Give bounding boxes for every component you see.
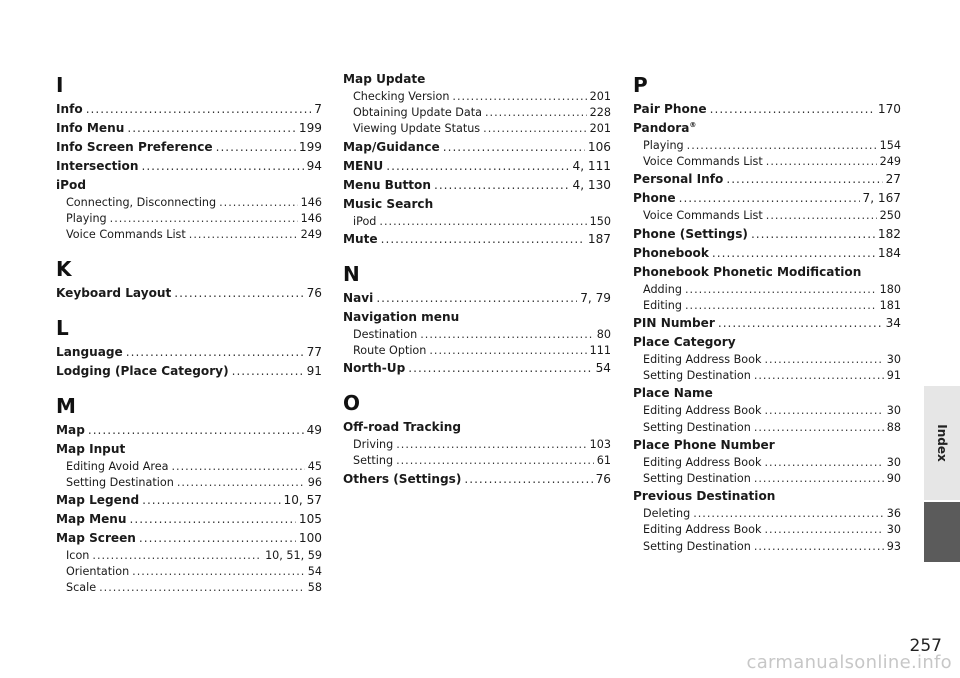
- index-subentry[interactable]: [633, 455, 901, 471]
- index-subentry[interactable]: [56, 475, 322, 491]
- page-reference[interactable]: 249: [300, 228, 322, 242]
- index-subentry[interactable]: [56, 227, 322, 243]
- dot-leader: [92, 548, 262, 564]
- page-reference[interactable]: 103: [589, 438, 611, 452]
- entry-label: Map Menu: [56, 512, 127, 527]
- entry-label: Map Screen: [56, 531, 136, 546]
- dot-leader: [376, 289, 577, 308]
- entry-label: Previous Destination: [633, 489, 776, 504]
- section-letter-heading: N: [343, 261, 360, 286]
- dot-leader: [420, 327, 594, 343]
- index-subentry[interactable]: [633, 403, 901, 419]
- page-reference[interactable]: 91: [886, 369, 901, 383]
- index-column-3: [633, 70, 901, 555]
- entry-label: Editing Address Book: [643, 523, 762, 537]
- page-reference[interactable]: 100: [298, 531, 322, 546]
- dot-leader: [754, 420, 884, 436]
- entry-label: Music Search: [343, 196, 434, 211]
- section-letter-heading: M: [56, 393, 76, 418]
- page-reference[interactable]: 94: [306, 159, 322, 173]
- dot-leader: [751, 225, 875, 244]
- dot-leader: [434, 176, 570, 195]
- page-reference[interactable]: 36: [886, 507, 901, 521]
- page-reference[interactable]: 77: [306, 344, 322, 359]
- entry-label: Voice Commands List: [643, 155, 763, 169]
- page-reference[interactable]: 184: [877, 245, 901, 260]
- page-reference[interactable]: 76: [595, 471, 611, 486]
- page-reference[interactable]: 4, 130: [572, 177, 611, 192]
- index-subentry[interactable]: [633, 506, 901, 522]
- page-reference[interactable]: 105: [298, 512, 322, 527]
- entry-label: Connecting, Disconnecting: [66, 196, 217, 209]
- entry-label: Phone (Settings): [633, 226, 748, 241]
- page-reference[interactable]: 34: [885, 316, 901, 331]
- page-reference[interactable]: 199: [298, 121, 322, 135]
- entry-label: Obtaining Update Data: [353, 106, 482, 120]
- index-subentry[interactable]: [343, 343, 611, 359]
- dot-leader: [126, 343, 304, 362]
- dot-leader: [386, 157, 569, 176]
- page-reference[interactable]: 249: [879, 155, 901, 169]
- index-entry: [633, 119, 901, 138]
- dot-leader: [396, 437, 586, 453]
- entry-label: Voice Commands List: [66, 228, 186, 242]
- page-reference[interactable]: 146: [300, 196, 322, 209]
- index-subentry[interactable]: [56, 564, 322, 580]
- page-reference[interactable]: 201: [589, 122, 611, 136]
- dot-leader: [726, 170, 882, 189]
- page-reference[interactable]: 54: [595, 361, 611, 376]
- dot-leader: [687, 138, 877, 154]
- index-entry[interactable]: [56, 421, 322, 440]
- page-reference[interactable]: 96: [307, 475, 322, 489]
- entry-label: Setting: [353, 454, 394, 468]
- page-reference[interactable]: 111: [589, 344, 611, 358]
- page-reference[interactable]: 45: [307, 459, 322, 473]
- index-subentry[interactable]: [343, 327, 611, 343]
- index-subentry[interactable]: [343, 214, 611, 230]
- registered-mark: ®: [689, 120, 697, 129]
- index-entry: [343, 308, 611, 327]
- entry-label: MENU: [343, 158, 384, 173]
- dot-leader: [693, 506, 884, 522]
- entry-label: Map: [56, 422, 85, 437]
- entry-label: Map Update: [343, 72, 426, 86]
- index-entry[interactable]: [56, 284, 322, 303]
- entry-label: Menu Button: [343, 177, 431, 192]
- section-letter-heading: L: [56, 315, 69, 340]
- index-entry: [633, 384, 901, 403]
- dot-leader: [766, 208, 877, 224]
- dot-leader: [718, 314, 883, 333]
- page-reference[interactable]: 30: [886, 455, 901, 469]
- index-entry[interactable]: [633, 314, 901, 333]
- entry-label: Map/Guidance: [343, 139, 440, 154]
- dot-leader: [685, 298, 877, 314]
- dot-leader: [483, 121, 587, 137]
- dot-leader: [764, 403, 883, 419]
- index-entry: [56, 440, 322, 459]
- index-subentry[interactable]: [633, 138, 901, 154]
- dot-leader: [754, 539, 884, 555]
- entry-label: Setting Destination: [643, 539, 751, 553]
- section-letter-heading: O: [343, 391, 361, 416]
- entry-label: Driving: [353, 438, 394, 452]
- dot-leader: [189, 227, 298, 243]
- page-reference[interactable]: 4, 111: [572, 158, 611, 173]
- index-entry[interactable]: [343, 157, 611, 176]
- watermark-text: carmanualsonline.info: [746, 652, 952, 673]
- dot-leader: [712, 244, 875, 263]
- index-subentry[interactable]: [56, 459, 322, 475]
- index-entry[interactable]: [343, 138, 611, 157]
- index-tab-label: Index: [935, 424, 949, 462]
- page-reference[interactable]: 106: [587, 139, 611, 154]
- index-entry[interactable]: [343, 359, 611, 378]
- entry-label: Mute: [343, 231, 378, 246]
- page-reference[interactable]: 54: [307, 565, 322, 579]
- entry-label: Map Input: [56, 441, 126, 456]
- page-reference[interactable]: 201: [589, 90, 611, 103]
- section-letter-heading: K: [56, 256, 72, 281]
- entry-label: Pandora®: [633, 120, 697, 135]
- page-reference[interactable]: 49: [306, 422, 322, 437]
- index-subentry[interactable]: [633, 420, 901, 436]
- entry-label: Editing Address Book: [643, 455, 762, 469]
- section-marker-block: [924, 502, 960, 562]
- page-number: 257: [909, 636, 942, 656]
- index-entry: [343, 70, 611, 89]
- page-reference[interactable]: 91: [306, 363, 322, 378]
- dot-leader: [485, 105, 587, 121]
- index-entry[interactable]: [633, 225, 901, 244]
- index-entry: [343, 195, 611, 214]
- dot-leader: [764, 522, 883, 538]
- index-entry: [633, 263, 901, 282]
- entry-label: Orientation: [66, 565, 130, 579]
- entry-label: Info: [56, 102, 83, 116]
- index-subentry[interactable]: [56, 548, 322, 564]
- entry-label: Personal Info: [633, 172, 724, 187]
- page-reference[interactable]: 182: [877, 226, 901, 241]
- index-entry[interactable]: [633, 189, 901, 208]
- entry-label: Icon: [66, 549, 90, 563]
- page-reference[interactable]: 7, 79: [580, 290, 611, 305]
- dot-leader: [452, 89, 586, 105]
- dot-leader: [685, 282, 877, 298]
- entry-label: Info Screen Preference: [56, 140, 213, 154]
- index-subentry[interactable]: [56, 195, 322, 211]
- entry-label: Off-road Tracking: [343, 420, 462, 435]
- entry-label: Phonebook: [633, 245, 709, 260]
- index-entry[interactable]: [56, 100, 322, 119]
- section-letter-heading: I: [56, 73, 64, 97]
- page-reference[interactable]: 250: [879, 209, 901, 223]
- index-entry[interactable]: [56, 119, 322, 138]
- index-entry: [633, 436, 901, 455]
- dot-leader: [754, 471, 884, 487]
- entry-label: Route Option: [353, 344, 427, 358]
- index-subentry[interactable]: [633, 282, 901, 298]
- page-reference[interactable]: 10, 57: [283, 493, 322, 508]
- index-entry[interactable]: [56, 529, 322, 548]
- entry-label: Destination: [353, 327, 418, 341]
- entry-label: Intersection: [56, 159, 139, 173]
- entry-label: Lodging (Place Category): [56, 363, 229, 378]
- page-reference[interactable]: 150: [589, 214, 611, 228]
- page-reference[interactable]: 90: [886, 472, 901, 486]
- dot-leader: [99, 580, 305, 596]
- index-subentry[interactable]: [343, 89, 611, 105]
- entry-label: Phonebook Phonetic Modification: [633, 264, 862, 279]
- index-entry[interactable]: [56, 491, 322, 510]
- page-reference[interactable]: 180: [879, 282, 901, 296]
- dot-leader: [381, 230, 585, 249]
- dot-leader: [232, 362, 304, 381]
- index-column-1: [56, 70, 322, 597]
- dot-leader: [443, 138, 585, 157]
- page-reference[interactable]: 27: [885, 172, 901, 187]
- page-reference[interactable]: 228: [589, 106, 611, 120]
- page-reference[interactable]: 88: [886, 420, 901, 434]
- index-subentry[interactable]: [633, 368, 901, 384]
- dot-leader: [396, 453, 594, 469]
- dot-leader: [764, 352, 883, 368]
- entry-label: Place Name: [633, 386, 713, 401]
- entry-label: Setting Destination: [66, 475, 174, 489]
- dot-leader: [216, 138, 296, 157]
- entry-label: Phone: [633, 191, 676, 206]
- entry-label: Others (Settings): [343, 471, 462, 486]
- index-subentry[interactable]: [343, 453, 611, 469]
- entry-label: iPod: [56, 178, 86, 192]
- index-entry[interactable]: [56, 138, 322, 157]
- entry-label: Place Category: [633, 335, 736, 350]
- index-column-2: [343, 70, 611, 489]
- entry-label: Place Phone Number: [633, 437, 775, 452]
- page-reference[interactable]: 61: [596, 454, 611, 468]
- index-subentry[interactable]: [343, 437, 611, 453]
- index-entry[interactable]: [633, 170, 901, 189]
- index-entry[interactable]: [56, 157, 322, 176]
- index-entry: [633, 333, 901, 352]
- index-subentry[interactable]: [633, 298, 901, 314]
- entry-label: Scale: [66, 581, 97, 595]
- dot-leader: [142, 491, 280, 510]
- index-entry[interactable]: [343, 230, 611, 249]
- entry-label: Voice Commands List: [643, 209, 763, 223]
- page-reference[interactable]: 76: [306, 285, 322, 300]
- page-reference[interactable]: 170: [877, 102, 901, 116]
- index-section-tab: [924, 386, 960, 500]
- index-entry[interactable]: [633, 100, 901, 119]
- index-entry: [56, 176, 322, 195]
- dot-leader: [710, 100, 875, 119]
- dot-leader: [110, 211, 298, 227]
- page-reference[interactable]: 58: [307, 581, 322, 595]
- entry-label: Map Legend: [56, 493, 140, 508]
- page-reference[interactable]: 80: [596, 327, 611, 341]
- dot-leader: [408, 359, 592, 378]
- index-entry[interactable]: [343, 176, 611, 195]
- entry-label: Setting Destination: [643, 420, 751, 434]
- page-reference[interactable]: 30: [886, 523, 901, 537]
- dot-leader: [177, 475, 305, 491]
- index-subentry[interactable]: [633, 352, 901, 368]
- index-subentry[interactable]: [633, 539, 901, 555]
- dot-leader: [172, 459, 305, 475]
- page-reference[interactable]: 199: [298, 140, 322, 154]
- page-reference[interactable]: 30: [886, 404, 901, 418]
- dot-leader: [174, 284, 303, 303]
- dot-leader: [429, 343, 586, 359]
- index-entry[interactable]: [56, 510, 322, 529]
- dot-leader: [764, 455, 883, 471]
- dot-leader: [679, 189, 860, 208]
- entry-label: Info Menu: [56, 121, 125, 135]
- entry-label: PIN Number: [633, 316, 715, 331]
- index-subentry[interactable]: [56, 580, 322, 596]
- entry-label: Playing: [643, 139, 684, 152]
- page-reference[interactable]: 181: [879, 298, 901, 312]
- entry-label: iPod: [353, 214, 377, 228]
- index-entry[interactable]: [56, 362, 322, 381]
- entry-label: Deleting: [643, 507, 691, 521]
- dot-leader: [766, 154, 877, 170]
- page-reference[interactable]: 10, 51, 59: [265, 549, 322, 563]
- entry-label: Setting Destination: [643, 472, 751, 486]
- section-letter-heading: P: [633, 73, 648, 97]
- index-subentry[interactable]: [343, 105, 611, 121]
- index-subentry[interactable]: [633, 471, 901, 487]
- entry-label: Keyboard Layout: [56, 285, 172, 300]
- entry-label: Viewing Update Status: [353, 122, 481, 136]
- page-reference[interactable]: 7: [314, 102, 322, 116]
- page-reference[interactable]: 7, 167: [862, 191, 901, 206]
- index-entry[interactable]: [343, 470, 611, 489]
- dot-leader: [127, 119, 296, 138]
- dot-leader: [464, 470, 592, 489]
- dot-leader: [132, 564, 305, 580]
- page-reference[interactable]: 30: [886, 353, 901, 367]
- dot-leader: [379, 214, 586, 230]
- page-reference[interactable]: 93: [886, 539, 901, 553]
- dot-leader: [86, 100, 312, 119]
- entry-label: Navigation menu: [343, 309, 460, 324]
- entry-label: Checking Version: [353, 90, 450, 103]
- index-entry[interactable]: [56, 343, 322, 362]
- index-entry[interactable]: [343, 289, 611, 308]
- entry-label: Navi: [343, 290, 374, 305]
- dot-leader: [130, 510, 296, 529]
- index-entry: [343, 418, 611, 437]
- entry-label: Adding: [643, 282, 682, 296]
- entry-label: Editing Address Book: [643, 353, 762, 367]
- index-subentry[interactable]: [633, 154, 901, 170]
- index-subentry[interactable]: [56, 211, 322, 227]
- index-subentry[interactable]: [633, 208, 901, 224]
- index-entry[interactable]: [633, 244, 901, 263]
- entry-label: Pair Phone: [633, 102, 707, 116]
- entry-label: Setting Destination: [643, 369, 751, 383]
- entry-label: Editing: [643, 298, 682, 312]
- dot-leader: [754, 368, 884, 384]
- index-entry: [633, 487, 901, 506]
- dot-leader: [139, 529, 296, 548]
- dot-leader: [141, 157, 303, 176]
- dot-leader: [219, 195, 298, 211]
- index-subentry[interactable]: [343, 121, 611, 137]
- entry-label: Editing Address Book: [643, 404, 762, 418]
- page-reference[interactable]: 187: [587, 231, 611, 246]
- page-reference[interactable]: 146: [300, 212, 322, 226]
- entry-label: Language: [56, 344, 123, 359]
- dot-leader: [88, 421, 304, 440]
- entry-label: North-Up: [343, 361, 406, 376]
- page-reference[interactable]: 154: [879, 139, 901, 152]
- entry-label: Editing Avoid Area: [66, 459, 169, 473]
- entry-label: Playing: [66, 212, 107, 226]
- index-subentry[interactable]: [633, 522, 901, 538]
